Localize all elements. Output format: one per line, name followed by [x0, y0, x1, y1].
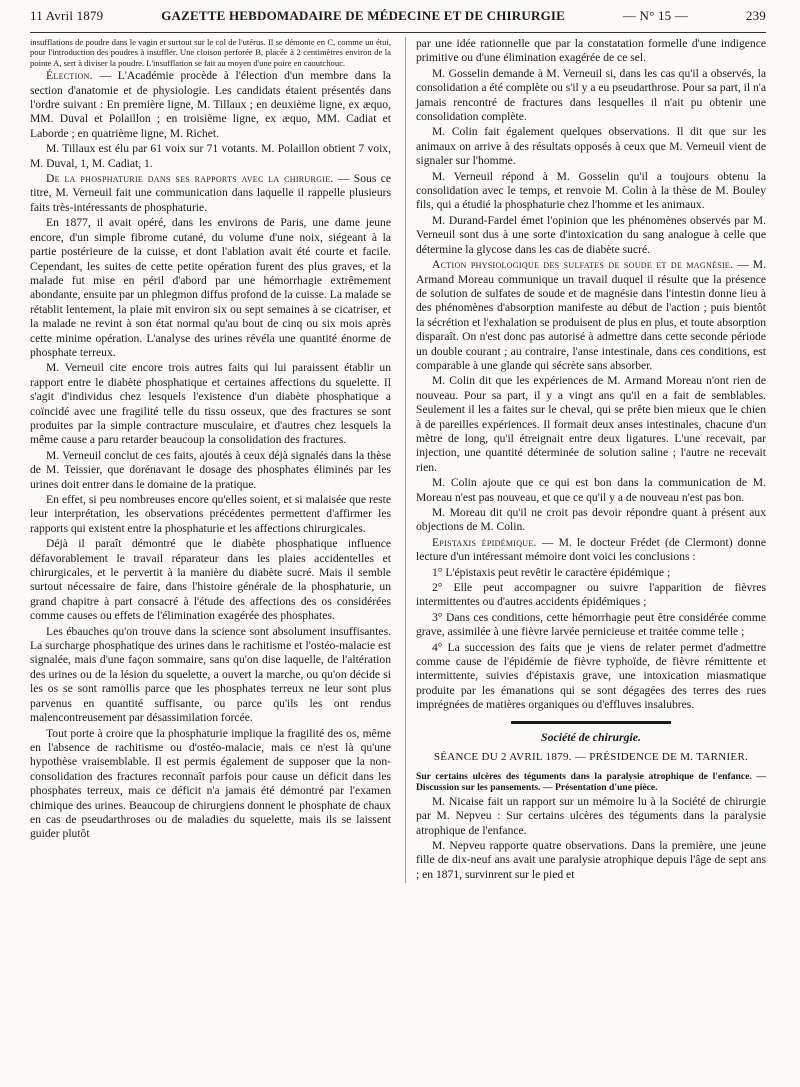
paragraph: M. Verneuil répond à M. Gosselin qu'il a toujours obtenu la consolidation avec le temps, et renvoie M. Colin à la thèse de M. Bouley fils, qui a étudié la phosphaturie chez l'homme et les animaux.	[416, 169, 766, 212]
society-title: Société de chirurgie.	[541, 729, 641, 744]
paragraph: M. Nicaise fait un rapport sur un mémoire lu à la Société de chirurgie par M. Nepveu : Sur certains ulcères des téguments dans la paralysie atrophique de l'enfance.	[416, 794, 766, 837]
section-heading: De la phosphaturie dans ses rapports avec la chirurgie.	[46, 172, 334, 186]
list-item: 2° Elle peut accompagner ou suivre l'apparition de fièvres intermittentes ou d'autres accidents épidémiques ;	[416, 581, 766, 609]
page-header	[30, 8, 766, 33]
section-heading: Action physiologique des sulfates de soude et de magnésie.	[432, 258, 734, 272]
paragraph: M. Colin dit que les expériences de M. Armand Moreau n'ont rien de nouveau. Pour sa part, il y a vingt ans qu'il en a fait de semblables. Seulement il les a faites sur le cheval, qui se prête bien mieux que le chien à de pareilles expériences. Il formait deux anses intestinales, chacune d'un mètre de long, qu'il étreignait entre deux ligatures. L'une recevait, par injection, une quantité déterminée de solution saline ; l'autre ne recevait rien.	[416, 374, 766, 474]
paragraph: M. Nepveu rapporte quatre observations. Dans la première, une jeune fille de dix-neuf ans avait une paralysie atrophique depuis l'âge de sept ans ; en 1871, survinrent sur le pied et	[416, 838, 766, 881]
journal-title: GAZETTE HEBDOMADAIRE DE MÉDECINE ET DE CHIRURGIE	[161, 8, 566, 23]
section-heading: Epistaxis épidémique.	[432, 535, 537, 549]
page-number: 239	[745, 8, 766, 23]
paragraph: M. Tillaux est élu par 61 voix sur 71 votants. M. Polaillon obtient 7 voix, M. Duval, 1, M. Cadiat, 1.	[30, 142, 391, 170]
text-columns	[30, 37, 766, 883]
paragraph: M. Verneuil conclut de ces faits, ajoutés à ceux déjà signalés dans la thèse de M. Teissier, que dorénavant le dosage des phosphates éliminés par les urines doit entrer dans le domaine de la pratique.	[30, 448, 391, 491]
section-divider	[511, 721, 671, 724]
left-column	[30, 37, 391, 883]
session-summary: Sur certains ulcères des téguments dans la paralysie atrophique de l'enfance. — Discussion sur les pansements. — Présentation d'une pièce.	[416, 770, 766, 794]
paragraph: par une idée rationnelle que par la constatation formelle d'une indigence primitive ou d'une élimination exagérée de ce sel.	[416, 37, 766, 65]
paragraph: M. Verneuil cite encore trois autres faits qui lui paraissent établir un rapport entre le diabète phosphatique et certaines affections du squelette. Il s'agit d'individus chez lesquels l'existence d'un diabète phosphatique a coïncidé avec une fragilité telle du tissu osseux, que des fractures se sont produites par la simple contracture musculaire, et d'autres chez lesquels la même cause a paru retarder beaucoup la consolidation des fractures.	[30, 361, 391, 447]
figure-caption: insufflations de poudre dans le vagin et surtout sur le col de l'utérus. Il se démonte en C, comme un étui, pour l'introduction des poudres à insuffler. Une cloison perforée B, placée à 2 centimètres environ de la pointe A, sert à diviser la poudre. L'insufflation se fait au moyen d'une poire en caoutchouc.	[30, 37, 391, 68]
list-item: 3° Dans ces conditions, cette hémorrhagie peut être considérée comme grave, assimilée à une fièvre larvée pernicieuse et traitée comme telle ;	[416, 610, 766, 639]
right-column	[405, 37, 766, 883]
conclusions-list	[416, 566, 766, 713]
paragraph: En effet, si peu nombreuses encore qu'elles soient, et si malaisée que reste leur interprétation, les observations précédentes permettent d'affirmer les rapports qui existent entre la phosphaturie et les affections chirurgicales.	[30, 493, 391, 535]
section-heading: Élection.	[46, 69, 93, 83]
paragraph: M. Moreau dit qu'il ne croit pas devoir répondre quant à présent aux objections de M. Colin.	[416, 506, 766, 534]
paragraph: Les ébauches qu'on trouve dans la science sont absolument insuffisantes. La surcharge phosphatique des urines dans le rachitisme et l'ostéo-malacie est signalée, mais d'une façon sommaire, sans qu'on dise laquelle, de l'altération des urines ou de la lésion du squelette, a ouvert la marche, ou qu'on décide si les os se sont ramollis parce que les phosphates terreux ne leur sont plus parvenus en quantité suffisante, ou parce qu'ils les ont rendus malencontreusement par désassimilation forcée.	[30, 624, 391, 725]
paragraph: Tout porte à croire que la phosphaturie implique la fragilité des os, même en l'absence de rachitisme ou d'ostéo-malacie, mais ce n'est là qu'une hypothèse vraisemblable. Il est permis également de supposer que la non-consolidation des fractures reconnaît parfois pour cause un déficit dans les phosphates terreux, mais ce déficit n'a jamais été démontré par l'examen chimique des urines. Beaucoup de chirurgiens donnent le phosphate de chaux en cas de pseudarthroses ou de maladies du squelette, mais ils se laissent guider plutôt	[30, 726, 391, 841]
paragraph: Epistaxis épidémique. — M. le docteur Frédet (de Clermont) donne lecture d'un intéressant mémoire dont voici les conclusions :	[416, 535, 767, 564]
seance-line: SÉANCE DU 2 AVRIL 1879. — PRÉSIDENCE DE M. TARNIER.	[433, 751, 749, 764]
list-item: 4° La succession des faits que je viens de relater permet d'admettre comme cause de l'épidémie de fièvre typhoïde, de fièvre rémittente et intermittente, suivies d'épistaxis grave, une intoxication miasmatique produite par les émanations qui se sont dégagées des terres des rues imprégnées de matières organiques ou d'effluves insalubres.	[416, 640, 766, 712]
paragraph: Élection. — L'Académie procède à l'élection d'un membre dans la section d'anatomie et de physiologie. Les candidats étaient présentés dans l'ordre suivant : En première ligne, M. Tillaux ; en deuxième ligne, ex æquo, MM. Duval et Polaillon ; en troisième ligne, ex æquo, MM. Cadiat et Laborde ; en quatrième ligne, M. Richet.	[30, 69, 391, 140]
paragraph: M. Colin fait également quelques observations. Il dit que sur les animaux on arrive à des résultats opposés à ceux que M. Verneuil vient de signaler sur l'homme.	[416, 125, 766, 168]
paragraph: Déjà il paraît démontré que le diabète phosphatique influence défavorablement le travail réparateur dans les plaies accidentelles et chirurgicales, et le pervertit à la manière du diabète sucré. Mais il semble surtout nécessaire de faire, dans l'histoire générale de la phosphaturie, un grand chapitre à part consacré à l'étude des affections des os considérées comme causes ou effets de l'élimination exagérée des phosphates.	[30, 537, 391, 623]
issue-number: — N° 15 —	[622, 8, 689, 23]
paragraph: De la phosphaturie dans ses rapports avec la chirurgie. — Sous ce titre, M. Verneuil fait une communication dans laquelle il rappelle plusieurs faits très-intéressants de phosphaturie.	[30, 172, 391, 214]
paragraph: En 1877, il avait opéré, dans les environs de Paris, une dame jeune encore, d'un simple fibrome cutané, du volume d'une noix, siégeant à la partie postérieure de la cuisse, et dont l'ablation avait été courte et facile. Cependant, les suites de cette petite opération furent des plus graves, et la malade fut mise en péril d'abord par une hémorrhagie extrêmement abondante, ensuite par un phlegmon diffus profond de la cuisse. La malade se rétablit lentement, la plaie mit environ six ou sept semaines à se cicatriser, et la malade ne revint à son état normal qu'au bout de cinq ou six mois après cette minime opération. L'analyse des urines révéla une quantité énorme de phosphate terreux.	[30, 216, 391, 359]
list-item: 1° L'épistaxis peut revêtir le caractère épidémique ;	[432, 565, 671, 579]
paragraph: Action physiologique des sulfates de soude et de magnésie. — M. Armand Moreau communique un travail duquel il résulte que la présence de solution de sulfates de soude et de magnésie dans l'intestin donne lieu à des phénomènes d'absorption manifeste au début de l'action ; puis bientôt la sécrétion et l'exhalation se produisent de plus en plus, et toute absorption disparaît. On n'est donc pas autorisé à admettre dans cette seconde période un double courant ; au contraire, l'anse intestinale, dans ces conditions, est comparable à une glande qui sécrète sans absorber.	[416, 258, 766, 372]
paragraph: M. Durand-Fardel émet l'opinion que les phénomènes observés par M. Verneuil sont dus à une sorte d'intoxication du sang analogue à celle que détermine la glycose dans les cas de diabète sucré.	[416, 213, 766, 256]
paragraph: M. Colin ajoute que ce qui est bon dans la communication de M. Moreau n'est pas nouveau, et que ce qu'il y a de nouveau n'est pas bon.	[416, 476, 766, 504]
header-date: 11 Avril 1879	[30, 8, 104, 23]
paragraph: M. Gosselin demande à M. Verneuil si, dans les cas qu'il a observés, la consolidation a été complète ou s'il y a eu pseudarthrose. Pour sa part, il n'a jamais rencontré de fractures dans lesquelles il n'ait pu obtenir une consolidation complète.	[416, 66, 766, 124]
